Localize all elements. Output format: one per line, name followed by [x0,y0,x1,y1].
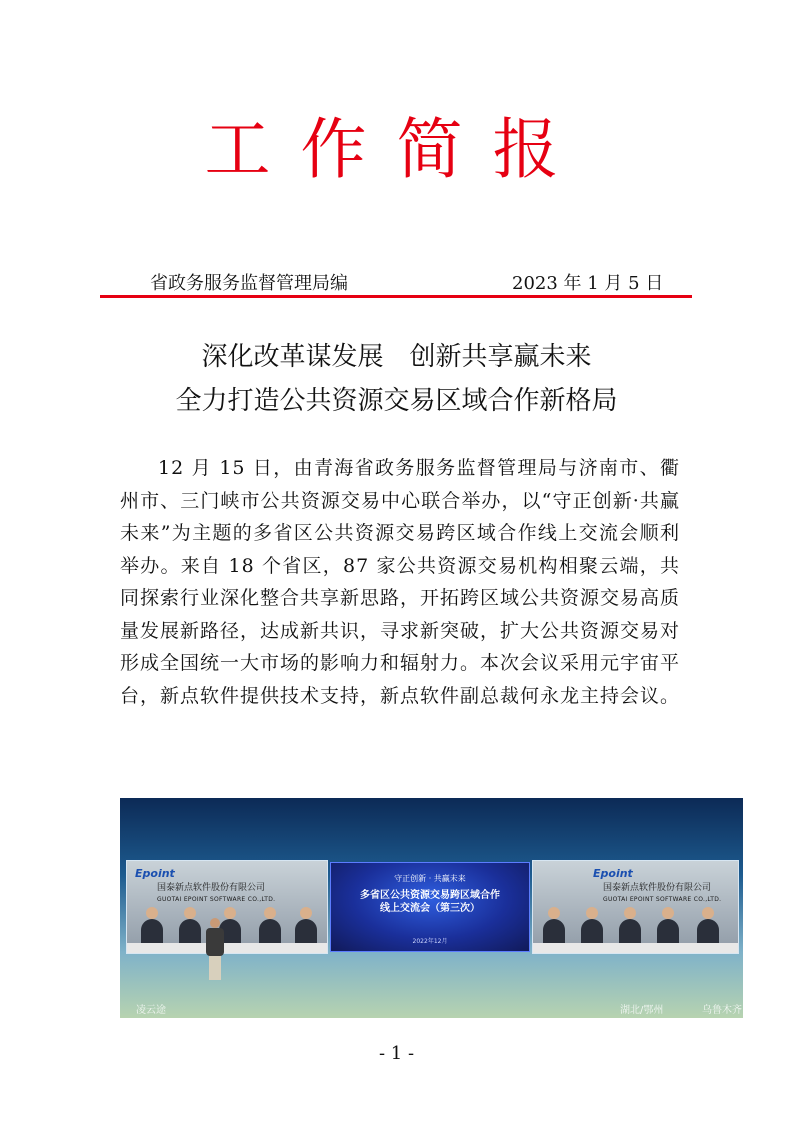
conference-title [331,889,529,915]
issuing-authority: 省政务服务监督管理局编 [150,273,348,294]
conference-table [127,943,327,953]
center-conference-screen [330,862,530,952]
floor-label-left: 凌云途 [136,1005,166,1016]
report-masthead: 工作简报 [204,111,589,188]
header-divider [100,295,692,298]
right-company-sign [603,883,721,905]
left-company-en: GUOTAI EPOINT SOFTWARE CO.,LTD. [157,896,276,903]
article-body: 12 月 15 日，由青海省政务服务监督管理局与济南市、衢州市、三门峡市公共资源交易中心联合举办，以“守正创新·共赢未来”为主题的多省区公共资源交易跨区域合作线上交流会顺利举办。来自 18 个省区，87 家公共资源交易机构相聚云端，共同探索行业深化整合共享新思路，开拓跨区域公共资源交易高质量发展新路径，达成新共识，寻求新突破，扩大公共资源交易对形成全国统一大市场的影响力和辐射力。本次会议采用元宇宙平台，新点软件提供技术支持，新点软件副总裁何永龙主持会议。 [120,457,681,707]
article-title-line2: 全力打造公共资源交易区域合作新格局 [175,386,618,416]
issue-date: 2023 年 1 月 5 日 [512,273,664,294]
article-title-line1: 深化改革谋发展 创新共享赢未来 [201,342,592,372]
conference-title-line1: 多省区公共资源交易跨区域合作 [360,890,500,901]
left-attendees [127,909,327,953]
meeting-photo [120,798,743,1018]
left-logo: Epoint [135,867,175,880]
conference-slogan: 守正创新 · 共赢未来 [394,874,466,883]
presenter-figure [206,918,224,980]
conference-table [533,943,738,953]
right-attendees [533,909,738,953]
right-company-cn: 国泰新点软件股份有限公司 [603,883,712,893]
left-company-cn: 国泰新点软件股份有限公司 [157,883,266,893]
conference-title-line2: 线上交流会（第三次） [380,903,480,914]
right-company-en: GUOTAI EPOINT SOFTWARE CO.,LTD. [603,896,722,903]
left-video-screen [126,860,328,954]
right-video-screen [532,860,739,954]
page-number: - 1 - [378,1043,415,1064]
floor-label-far-right: 乌鲁木齐 [702,1005,742,1016]
floor-label-right: 湖北/鄂州 [620,1005,664,1016]
right-logo: Epoint [593,867,633,880]
conference-date: 2022年12月 [412,938,448,945]
left-company-sign [157,883,275,905]
